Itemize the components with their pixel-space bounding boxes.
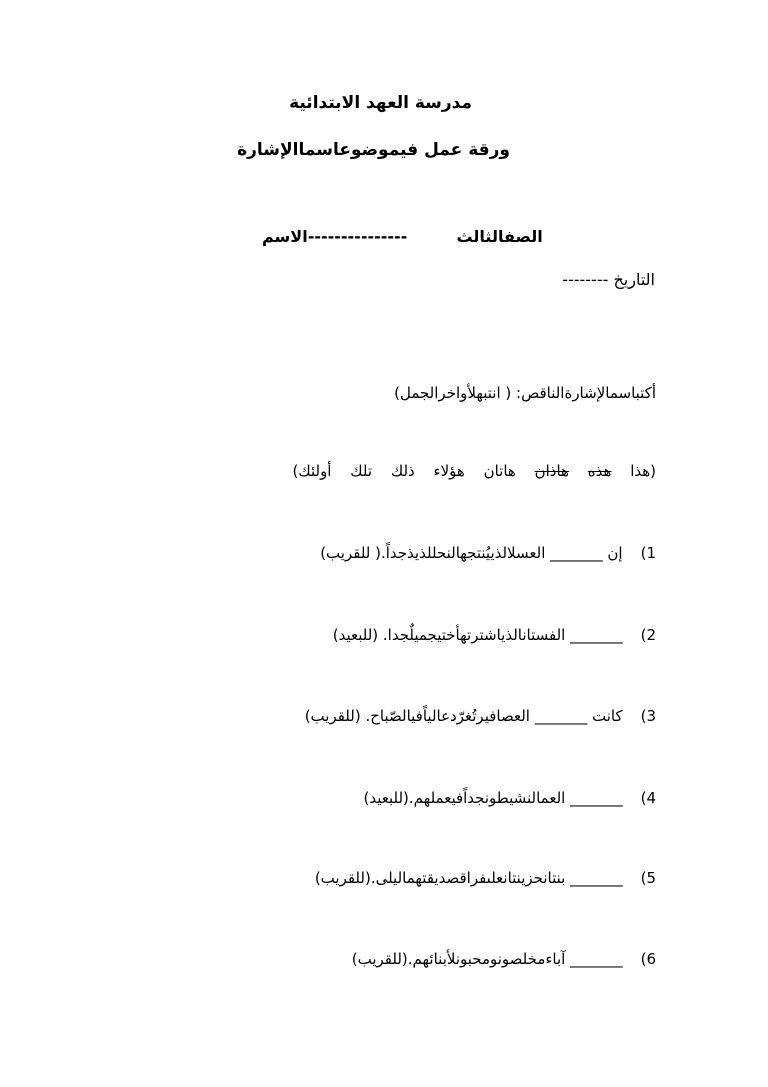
question-text: _______ العمالنشيطونجداًفيعملهم.(للبعيد)	[363, 789, 623, 807]
question-number: 5)	[640, 869, 656, 887]
word-bank-word-used: هذه	[587, 462, 612, 480]
question-6	[306, 950, 656, 968]
date-blank: --------	[562, 270, 609, 289]
word-bank-word: هؤلاء	[433, 462, 465, 480]
question-text: _______ الفستانالذياشترتهأختيجميلٌجدا. (للبعيد)	[332, 626, 623, 644]
question-number: 6)	[640, 950, 656, 968]
question-5	[270, 869, 656, 887]
name-blank: ---------------	[307, 227, 408, 246]
word-bank-open-paren: (	[650, 462, 656, 480]
question-number: 4)	[640, 789, 656, 807]
word-bank	[248, 462, 656, 480]
word-bank-word: أولئك	[298, 462, 332, 480]
word-bank-word: تلك	[350, 462, 373, 480]
word-bank-close-paren: )	[292, 462, 299, 480]
question-text: _______ آباءمخلصونومحبونلأبنائهم.(للقريب)	[351, 950, 623, 968]
date-label: التاريخ	[613, 270, 655, 289]
word-bank-word: هذا	[630, 462, 651, 480]
worksheet-title: ورقة عمل فيموضوعاسماالإشارة	[237, 140, 510, 160]
school-name: مدرسة العهد الابتدائية	[289, 93, 472, 113]
question-2	[296, 626, 656, 644]
question-number: 1)	[640, 544, 656, 562]
question-text: إن _______ العسلالذييُنتجهالنحللذيذجداً.( للقريب)	[320, 544, 623, 562]
word-bank-word: هاتان	[483, 462, 516, 480]
question-3	[254, 707, 656, 725]
question-text: _______ بنتانحزينتانعلىفراقصديقتهماليلى.(للقريب)	[314, 869, 623, 887]
word-bank-word: ذلك	[390, 462, 415, 480]
question-1	[282, 544, 656, 562]
grade-label: الصفالثالث	[456, 227, 543, 246]
instruction: أكتباسمالإشارةالناقص: ( انتبهلأواخرالجمل)	[394, 384, 656, 402]
question-number: 2)	[640, 626, 656, 644]
name-label: الاسم	[262, 227, 308, 246]
question-text: كانت _______ العصافيرتُغرّدعالياًفيالصّباح. (للقريب)	[304, 707, 623, 725]
student-info-row	[262, 227, 548, 246]
word-bank-word-used: هاذان	[534, 462, 569, 480]
question-4	[336, 789, 656, 807]
question-number: 3)	[640, 707, 656, 725]
date-row	[520, 270, 655, 289]
